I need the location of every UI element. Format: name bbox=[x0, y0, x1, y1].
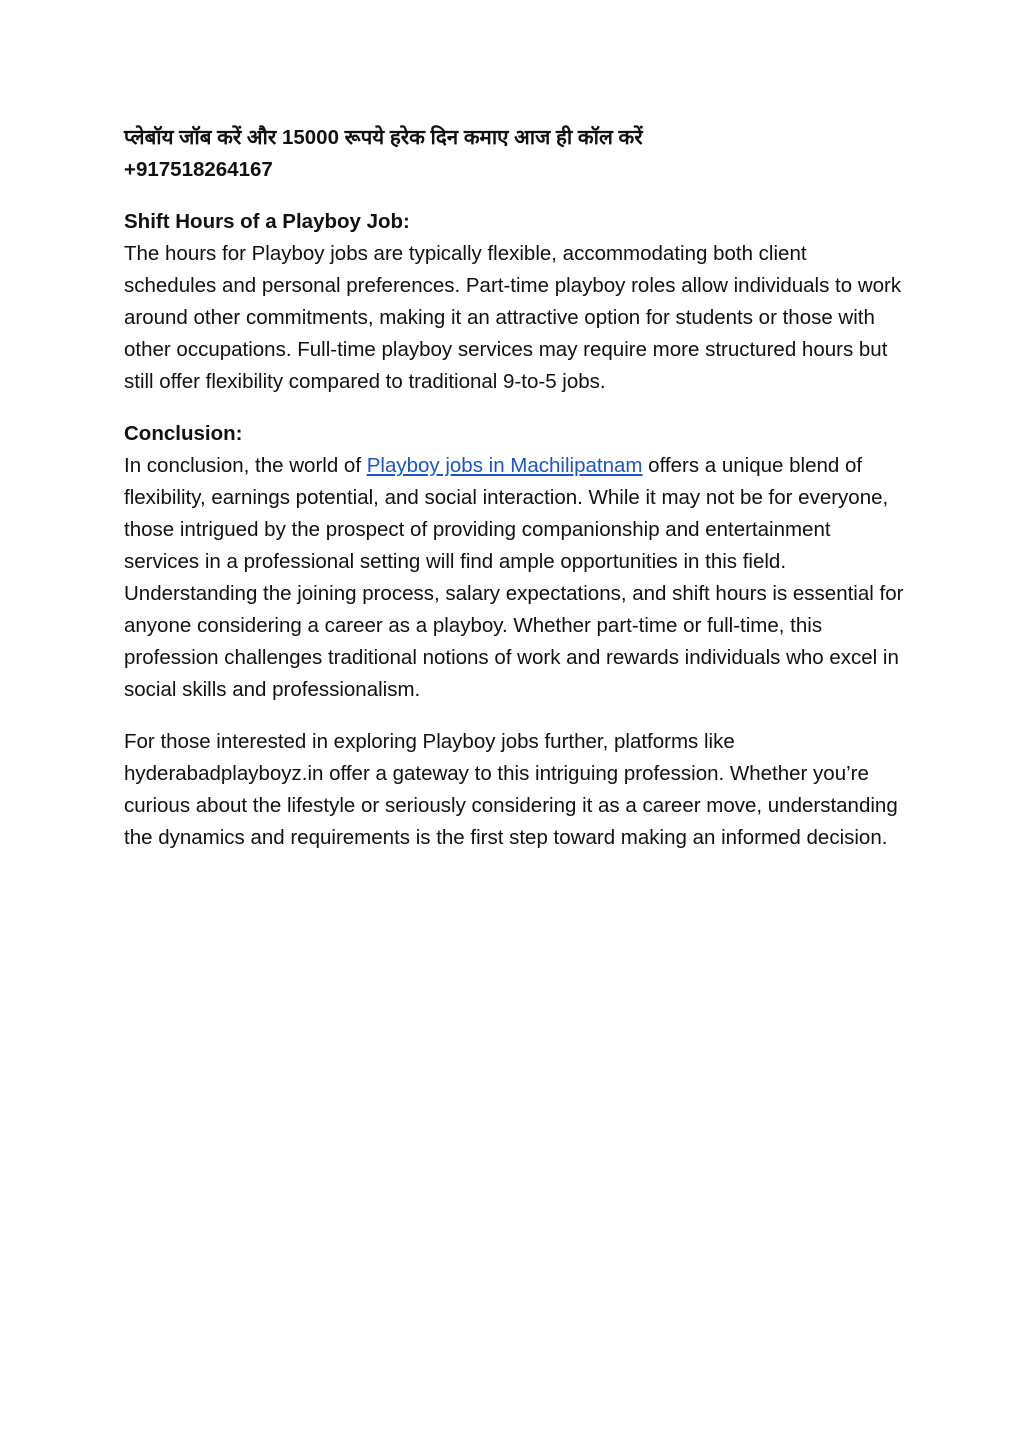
conclusion-text-before-link: In conclusion, the world of bbox=[124, 454, 367, 477]
conclusion-text-after-link: offers a unique blend of flexibility, earnings potential, and social interaction. While it may not be for everyone, those intrigued by the prospect of providing companionship and entertainment services in a professional setting will find ample opportunities in this field. Understanding the joining process, salary expectations, and shift hours is essential for anyone considering a career as a playboy. Whether part-time or full-time, this profession challenges traditional notions of work and rewards individuals who excel in social skills and professionalism. bbox=[124, 454, 904, 701]
closing-paragraph: For those interested in exploring Playboy jobs further, platforms like hyderabadplayboyz.in offer a gateway to this intriguing profession. Whether you’re curious about the lifestyle or seriously considering it as a career move, understanding the dynamics and requirements is the first step toward making an informed decision. bbox=[124, 730, 898, 849]
closing-section bbox=[124, 726, 904, 854]
hindi-headline: प्लेबॉय जॉब करें और 15000 रूपये हरेक दिन कमाए आज ही कॉल करें bbox=[124, 126, 643, 149]
conclusion-section bbox=[124, 418, 904, 706]
phone-number: +917518264167 bbox=[124, 158, 273, 181]
shift-hours-body: The hours for Playboy jobs are typically flexible, accommodating both client schedules and personal preferences. Part-time playboy roles allow individuals to work around other commitments, making it an attractive option for students or those with other occupations. Full-time playboy services may require more structured hours but still offer flexibility compared to traditional 9-to-5 jobs. bbox=[124, 242, 902, 393]
header-block bbox=[124, 122, 904, 186]
shift-hours-section bbox=[124, 206, 904, 398]
machilipatnam-jobs-link[interactable]: Playboy jobs in Machilipatnam bbox=[366, 454, 643, 477]
conclusion-heading: Conclusion: bbox=[124, 422, 243, 445]
document-content bbox=[124, 122, 904, 874]
conclusion-body bbox=[124, 450, 904, 706]
shift-hours-heading: Shift Hours of a Playboy Job: bbox=[124, 210, 410, 233]
